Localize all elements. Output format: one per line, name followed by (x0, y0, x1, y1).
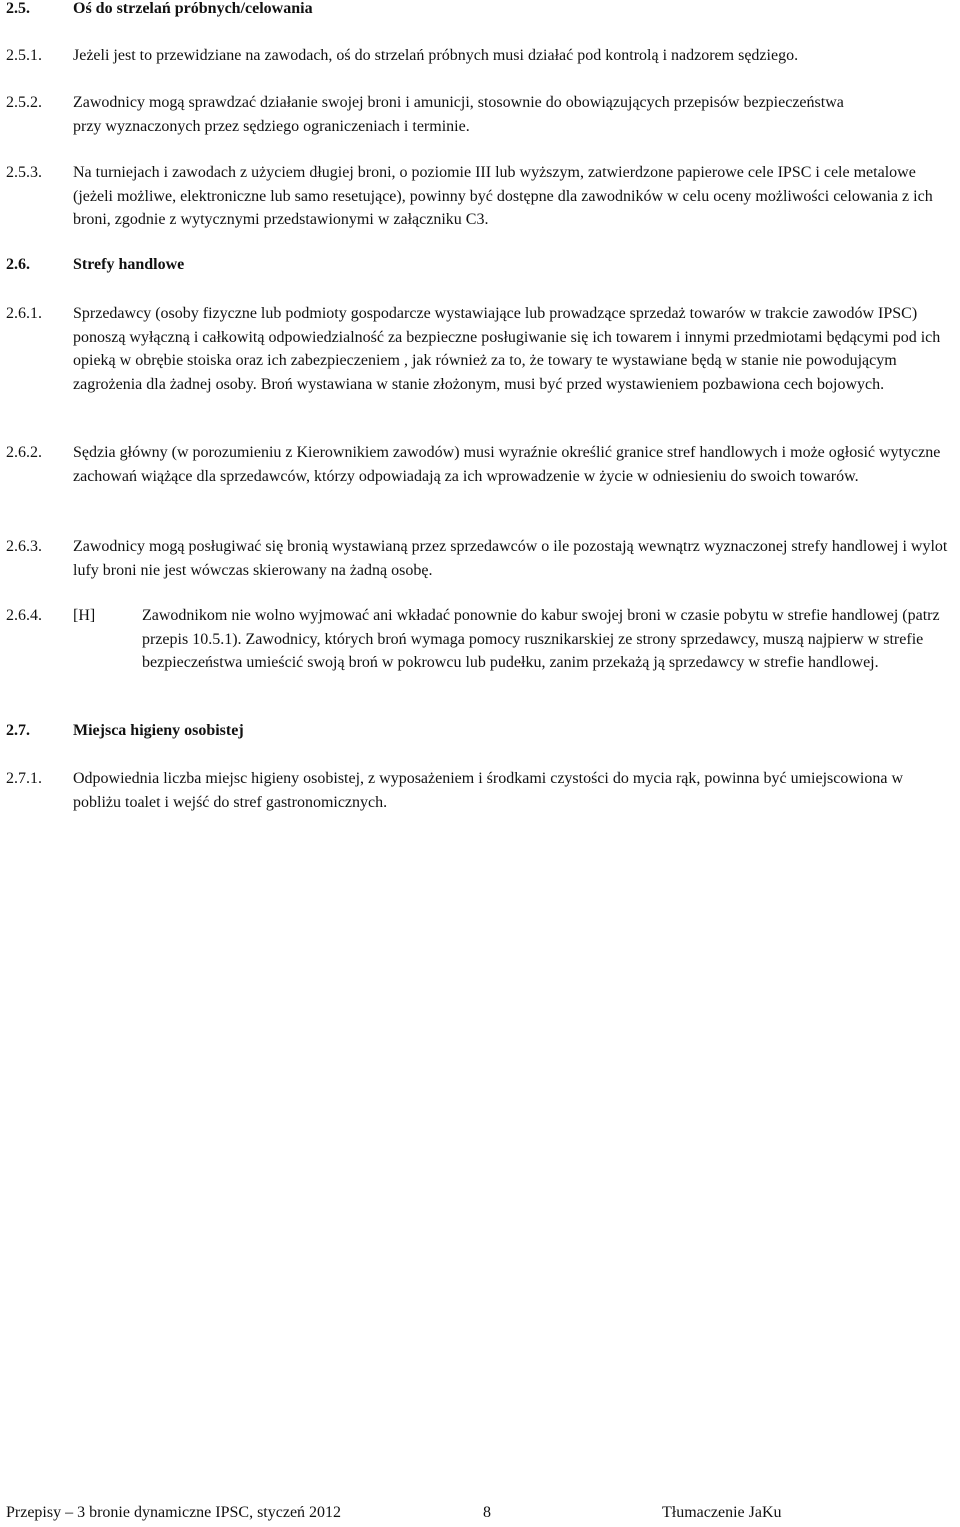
section-heading-2-6 (6, 256, 960, 274)
section-heading-2-7 (6, 722, 960, 740)
footer-document-title: Przepisy – 3 bronie dynamiczne IPSC, styczeń 2012 (6, 1504, 342, 1521)
paragraph-2-5-3 (6, 161, 960, 232)
paragraph-text: Sędzia główny (w porozumieniu z Kierownikiem zawodów) musi wyraźnie określić granice stref handlowych i może ogłosić wytyczne zachowań wiążące dla sprzedawców, którzy odpowiadają za ich wprowadzenie w życie w odniesieniu do swoich towarów. (73, 444, 941, 485)
section-title: Oś do strzelań próbnych/celowania (73, 0, 313, 17)
paragraph-number: 2.5.3. (6, 164, 42, 181)
paragraph-2-5-2 (6, 91, 960, 138)
paragraph-text: Zawodnicy mogą posługiwać się bronią wystawianą przez sprzedawców o ile pozostają wewnątrz wyznaczonej strefy handlowej i wylot lufy broni nie jest wówczas skierowany na żadną osobę. (73, 538, 948, 579)
paragraph-2-5-1 (6, 44, 960, 68)
paragraph-number: 2.6.2. (6, 444, 42, 461)
paragraph-text: Jeżeli jest to przewidziane na zawodach, oś do strzelań próbnych musi działać pod kontrolą i nadzorem sędziego. (73, 47, 799, 64)
footer-translator: Tłumaczenie JaKu (662, 1504, 782, 1521)
paragraph-number: 2.7.1. (6, 770, 42, 787)
paragraph-text: Zawodnikom nie wolno wyjmować ani wkładać ponownie do kabur swojej broni w czasie pobytu w strefie handlowej (patrz przepis 10.5.1). Zawodnicy, których broń wymaga pomocy rusznikarskiej ze strony sprzedawcy, muszą najpierw w strefie bezpieczeństwa umieścić swoją broń w pokrowcu lub pudełku, zanim przekażą ją sprzedawcy w strefie handlowej. (142, 607, 940, 671)
section-number: 2.6. (6, 256, 30, 273)
paragraph-number: 2.5.1. (6, 47, 42, 64)
paragraph-text: Sprzedawcy (osoby fizyczne lub podmioty gospodarcze wystawiające lub prowadzące sprzedaż towarów w trakcie zawodów IPSC) ponoszą wyłączną i całkowitą odpowiedzialność za bezpieczne posługiwanie się ich towarem i innymi przedmiotami będącymi pod ich opieką w obrębie stoiska oraz ich zabezpieczeniem , jak również za to, że towary te wystawiane będą w stanie nie powodującym zagrożenia dla żadnej osoby. Broń wystawiana w stanie złożonym, musi być przed wystawieniem pozbawiona cech bojowych. (73, 305, 941, 393)
section-title: Miejsca higieny osobistej (73, 722, 244, 739)
paragraph-2-7-1 (6, 767, 960, 814)
footer-page-number: 8 (483, 1504, 491, 1521)
paragraph-number: 2.6.1. (6, 305, 42, 322)
paragraph-2-6-2 (6, 441, 960, 488)
paragraph-number: 2.5.2. (6, 94, 42, 111)
page-footer (6, 1504, 960, 1526)
section-heading-2-5 (6, 0, 960, 18)
paragraph-2-6-3 (6, 535, 960, 582)
section-title: Strefy handlowe (73, 256, 185, 273)
paragraph-text: Odpowiednia liczba miejsc higieny osobistej, z wyposażeniem i środkami czystości do mycia rąk, powinna być umiejscowiona w pobliżu toalet i wejść do stref gastronomicznych. (73, 770, 904, 811)
section-number: 2.7. (6, 722, 30, 739)
paragraph-2-6-4 (6, 604, 960, 675)
paragraph-tag: [H] (73, 607, 96, 624)
section-number: 2.5. (6, 0, 30, 17)
paragraph-2-6-1 (6, 302, 960, 396)
paragraph-number: 2.6.4. (6, 607, 42, 624)
paragraph-number: 2.6.3. (6, 538, 42, 555)
paragraph-text: Na turniejach i zawodach z użyciem długiej broni, o poziomie III lub wyższym, zatwierdzone papierowe cele IPSC i cele metalowe (jeżeli możliwe, elektroniczne lub samo resetujące), powinny być dostępne dla zawodników w celu oceny możliwości celowania z ich broni, zgodnie z wytycznymi przedstawionymi w załączniku C3. (73, 164, 933, 228)
paragraph-text: Zawodnicy mogą sprawdzać działanie swojej broni i amunicji, stosownie do obowiązujących przepisów bezpieczeństwa przy wyznaczonych przez sędziego ograniczeniach i terminie. (73, 94, 844, 135)
